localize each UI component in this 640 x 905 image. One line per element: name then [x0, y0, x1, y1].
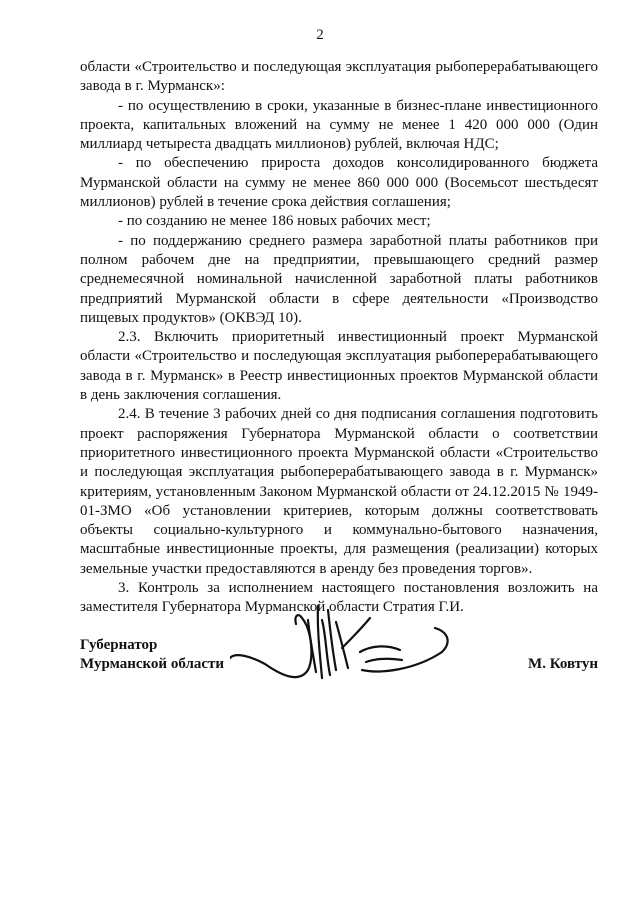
paragraph-salary-level: - по поддержанию среднего размера заработной платы работников при полном рабочем дне на предприятии, превышающего средний размер среднемесячной номинальной начисленной заработной платы работников предприятий Мурманской области в сфере деятельности «Производство пищевых продуктов» (ОКВЭД 10).	[80, 232, 598, 326]
document-body	[80, 58, 598, 618]
paragraph-2-3: 2.3. Включить приоритетный инвестиционный проект Мурманской области «Строительство и последующая эксплуатация рыбоперерабатывающего завода в г. Мурманск» в Реестр инвестиционных проектов Мурманской области в день заключения соглашения.	[80, 329, 598, 404]
signer-title-line2: Мурманской области	[80, 656, 225, 672]
page-number: 2	[316, 27, 324, 43]
handwritten-signature-icon	[230, 600, 530, 710]
signer-title-line1: Губернатор	[80, 637, 158, 653]
paragraph-capital-investment: - по осуществлению в сроки, указанные в бизнес-плане инвестиционного проекта, капитальных вложений на сумму не менее 1 420 000 000 (Один миллиард четыреста двадцать миллионов) рублей, включая НДС;	[80, 97, 598, 153]
paragraph-3: 3. Контроль за исполнением настоящего постановления возложить на заместителя Губернатора Мурманской области Стратия Г.И.	[80, 580, 598, 616]
paragraph-new-jobs: - по созданию не менее 186 новых рабочих мест;	[118, 213, 431, 230]
signature-block	[80, 600, 600, 710]
signer-title	[80, 636, 224, 674]
signer-name: М. Ковтун	[528, 656, 598, 672]
paragraph-continuation: области «Строительство и последующая эксплуатация рыбоперерабатывающего завода в г. Мурманск»:	[80, 59, 598, 95]
paragraph-2-4: 2.4. В течение 3 рабочих дней со дня подписания соглашения подготовить проект распоряжения Губернатора Мурманской области о соответствии приоритетного инвестиционного проекта Мурманской области «Строительство и последующая эксплуатация рыбоперерабатывающего завода в г. Мурманск» критериям, установленным Законом Мурманской области от 24.12.2015 № 1949-01-ЗМО «Об установлении критериев, которым должны соответствовать объекты социально-культурного и коммунально-бытового назначения, масштабные инвестиционные проекты, для размещения (реализации) которых земельные участки предоставляются в аренду без проведения торгов».	[80, 406, 598, 577]
paragraph-budget-income: - по обеспечению прироста доходов консолидированного бюджета Мурманской области на сумму не менее 860 000 000 (Восемьсот шестьдесят миллионов) рублей в течение срока действия соглашения;	[80, 155, 598, 211]
